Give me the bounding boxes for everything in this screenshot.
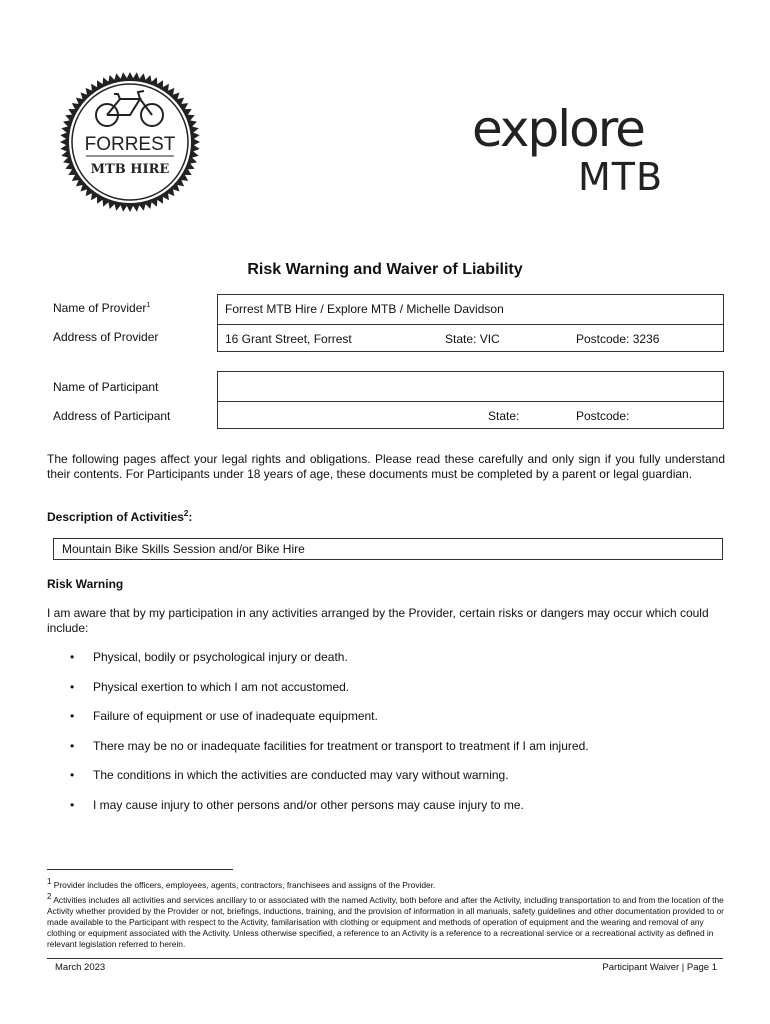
document-title: Risk Warning and Waiver of Liability	[247, 261, 523, 278]
participant-address-label: Address of Participant	[53, 409, 171, 423]
forrest-mtb-hire-logo	[52, 72, 208, 212]
logo-forrest-text: FORREST	[84, 134, 176, 155]
provider-state-value: State: VIC	[445, 332, 500, 346]
bullet-icon: •	[70, 797, 75, 812]
footnote-divider	[47, 869, 233, 870]
intro-paragraph: The following pages affect your legal rights and obligations. Please read these carefully and only sign if you fully understand their contents. For Participants under 18 years of age, these documents must be completed by a parent or legal guardian.	[47, 452, 725, 481]
footer-page-number: Participant Waiver | Page 1	[602, 962, 717, 973]
activities-box: Mountain Bike Skills Session and/or Bike Hire	[53, 538, 723, 560]
bullet-icon: •	[70, 650, 75, 664]
risk-list	[70, 650, 589, 827]
footer-divider	[47, 958, 723, 959]
activities-heading: Description of Activities$^2$:	[47, 509, 193, 524]
list-item: • Physical exertion to which I am not accustomed.	[70, 679, 350, 694]
provider-address-label: Address of Provider	[53, 330, 159, 344]
logo-explore-text: explore	[472, 100, 644, 158]
list-item: • Failure of equipment or use of inadequate equipment.	[70, 709, 378, 723]
list-item: • Physical, bodily or psychological injury or death.	[70, 650, 348, 664]
provider-box	[217, 294, 724, 352]
participant-postcode-label: Postcode:	[576, 409, 630, 423]
provider-name-label: Name of Provider$^1$	[53, 301, 151, 315]
bullet-icon: •	[70, 679, 75, 694]
participant-address-field[interactable]	[218, 401, 723, 429]
provider-name-value: Forrest MTB Hire / Explore MTB / Michelle Davidson	[225, 302, 504, 316]
footnote-1: $^1$ Provider includes the officers, employees, agents, contractors, franchisees and assigns of the Provider.	[47, 877, 436, 890]
list-item: • The conditions in which the activities are conducted may vary without warning.	[70, 768, 509, 782]
logo-mtb-hire-text: MTB HIRE	[90, 162, 170, 177]
footnotes	[47, 876, 725, 950]
bullet-icon: •	[70, 768, 75, 782]
participant-state-label: State:	[488, 409, 520, 423]
risk-warning-heading: Risk Warning	[47, 577, 124, 591]
participant-box	[217, 371, 724, 429]
risk-intro-paragraph: I am aware that by my participation in any activities arranged by the Provider, certain risks or dangers may occur which could include:	[47, 606, 709, 635]
footer-date: March 2023	[55, 962, 106, 973]
provider-address-value: 16 Grant Street, Forrest	[225, 332, 352, 346]
footnote-2: $^2$ Activities includes all activities and services ancillary to or associated with the named Activity, both before and after the Activity, including transportation to and from the location of the Activity whether provided by the Provider or not, briefings, inductions, training, and the provision of information in all manuals, safety guidelines and other documentation provided to or made available to the Participant with respect to the Activity, familarisation with clothing or equipment and methods of operation of equipment and the wearing and removal of any clothing or equipment associated with the Activity. Unless otherwise specified, a reference to an Activity is a reference to a recreational service or a recreational activity as defined in relevant legislation referred to herein.	[47, 891, 724, 949]
bullet-icon: •	[70, 709, 75, 723]
list-item: • There may be no or inadequate facilities for treatment or transport to treatment if I am injured.	[70, 738, 589, 753]
logo-mtb-text: MTB	[578, 155, 664, 198]
bullet-icon: •	[70, 738, 75, 753]
provider-postcode-value: Postcode: 3236	[576, 332, 660, 346]
list-item: • I may cause injury to other persons and/or other persons may cause injury to me.	[70, 797, 524, 812]
explore-mtb-logo	[468, 98, 698, 198]
participant-name-label: Name of Participant	[53, 380, 159, 394]
participant-name-field[interactable]	[218, 372, 723, 400]
